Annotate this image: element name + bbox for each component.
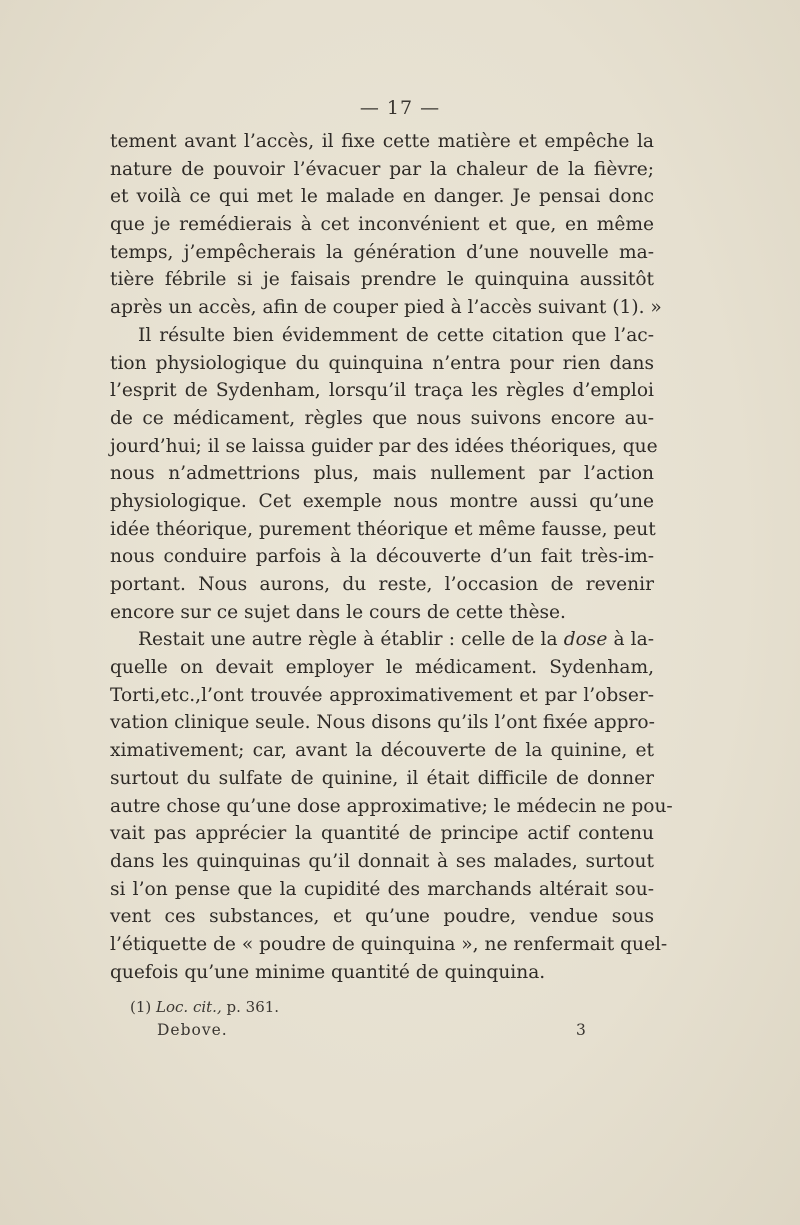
page-number: — 17 — xyxy=(359,97,441,119)
text-line: Restait une autre règle à établir : celle de la dose à la- xyxy=(138,629,654,651)
text-line: Il résulte bien évidemment de cette citation que l’ac- xyxy=(138,324,654,346)
text-line: temps, j’empêcherais la génération d’une nouvelle ma- xyxy=(110,241,654,263)
text-line: surtout du sulfate de quinine, il était difficile de donner xyxy=(110,767,654,789)
text-line: quefois qu’une minime quantité de quinquina. xyxy=(110,961,546,983)
text-line: idée théorique, purement théorique et même fausse, peut xyxy=(110,518,656,540)
text-line: nature de pouvoir l’évacuer par la chaleur de la fièvre; xyxy=(110,158,654,180)
text-line: portant. Nous aurons, du reste, l’occasion de revenir xyxy=(110,574,654,595)
text-line: vent ces substances, et qu’une poudre, vendue sous xyxy=(110,906,654,928)
signature-mark: Debove. xyxy=(157,1021,228,1039)
text-line: l’étiquette de « poudre de quinquina », ne renfermait quel- xyxy=(110,933,668,955)
footnote-page: p. 361. xyxy=(226,998,280,1016)
footnote-marker: (1) xyxy=(130,998,152,1016)
text-line: nous conduire parfois à la découverte d’un fait très-im- xyxy=(110,546,654,568)
text-line: tion physiologique du quinquina n’entra pour rien dans xyxy=(110,352,654,374)
text-line: quelle on devait employer le médicament. Sydenham, xyxy=(110,657,654,679)
sheet-number: 3 xyxy=(576,1021,586,1039)
text-line: nous n’admettrions plus, mais nullement par l’action xyxy=(110,463,654,485)
text-line: que je remédierais à cet inconvénient et que, en même xyxy=(110,214,654,236)
text-line: tière fébrile si je faisais prendre le quinquina aussitôt xyxy=(110,269,654,291)
text-line: jourd’hui; il se laissa guider par des idées théoriques, que xyxy=(110,435,658,457)
text-line: après un accès, afin de couper pied à l’accès suivant (1). » xyxy=(110,297,662,319)
text-line: ximativement; car, avant la découverte de la quinine, et xyxy=(110,740,654,762)
footnote xyxy=(130,998,279,1016)
text-line: tement avant l’accès, il fixe cette matière et empêche la xyxy=(110,131,654,152)
body-text xyxy=(110,128,673,986)
text-line: si l’on pense que la cupidité des marchands altérait sou- xyxy=(110,878,654,900)
text-line: autre chose qu’une dose approximative; le médecin ne pou- xyxy=(110,795,673,817)
text-line: physiologique. Cet exemple nous montre aussi qu’une xyxy=(110,490,654,512)
text-line: vait pas apprécier la quantité de principe actif contenu xyxy=(110,823,654,845)
text-line: de ce médicament, règles que nous suivons encore au- xyxy=(110,407,654,429)
footnote-reference: Loc. cit., xyxy=(156,998,222,1016)
text-line: vation clinique seule. Nous disons qu’ils l’ont fixée appro- xyxy=(110,712,655,734)
text-line: l’esprit de Sydenham, lorsqu’il traça les règles d’emploi xyxy=(110,380,654,402)
text-line: dans les quinquinas qu’il donnait à ses malades, surtout xyxy=(110,850,654,872)
text-line: et voilà ce qui met le malade en danger. Je pensai donc xyxy=(110,186,654,208)
text-line: encore sur ce sujet dans le cours de cette thèse. xyxy=(110,601,566,623)
emphasized-word: dose xyxy=(563,629,608,651)
text-line: Torti,etc.,l’ont trouvée approximativement et par l’obser- xyxy=(110,684,654,706)
